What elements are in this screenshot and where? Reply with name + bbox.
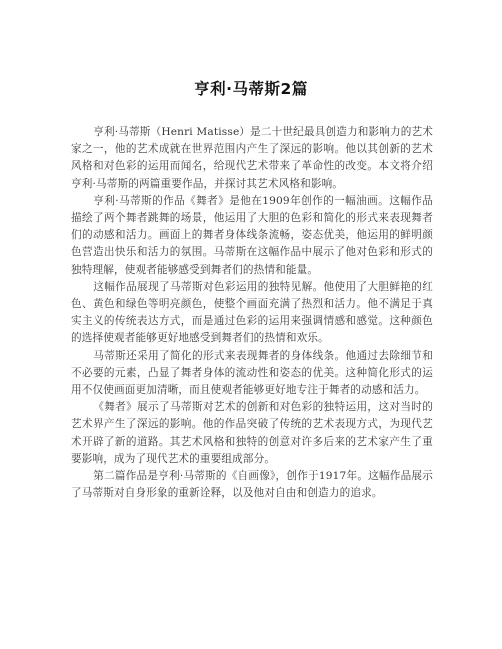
paragraph: 第二篇作品是亨利·马蒂斯的《自画像》，创作于1917年。这幅作品展示了马蒂斯对自身形象的重新诠释，以及他对自由和创造力的追求。 xyxy=(71,470,433,500)
paragraph: 《舞者》展示了马蒂斯对艺术的创新和对色彩的独特运用，这对当时的艺术界产生了深远的影响。他的作品突破了传统的艺术表现方式，为现代艺术开辟了新的道路。其艺术风格和独特的创意对许多后来的艺术家产生了重要影响，成为了现代艺术的重要组成部分。 xyxy=(71,401,433,465)
paragraph: 这幅作品展现了马蒂斯对色彩运用的独特见解。他使用了大胆鲜艳的红色、黄色和绿色等明亮颜色，使整个画面充满了热烈和活力。他不满足于真实主义的传统表达方式，而是通过色彩的运用来强调情感和感觉。这种颜色的选择使观者能够更好地感受到舞者们的热情和欢乐。 xyxy=(71,280,433,345)
document-body xyxy=(71,124,433,502)
paragraph: 马蒂斯还采用了简化的形式来表现舞者的身体线条。他通过去除细节和不必要的元素，凸显了舞者身体的流动性和姿态的优美。这种简化形式的运用不仅使画面更加清晰，而且使观者能够更好地专注于舞者的动感和活力。 xyxy=(71,349,433,397)
paragraph: 亨利·马蒂斯的作品《舞者》是他在1909年创作的一幅油画。这幅作品描绘了两个舞者跳舞的场景，他运用了大胆的色彩和简化的形式来表现舞者们的动感和活力。画面上的舞者身体线条流畅，姿态优美，他运用的鲜明颜色营造出快乐和活力的氛围。马蒂斯在这幅作品中展示了他对色彩和形式的独特理解，使观者能够感受到舞者们的热情和能量。 xyxy=(71,194,433,276)
paragraph: 亨利·马蒂斯（Henri Matisse）是二十世纪最具创造力和影响力的艺术家之一，他的艺术成就在世界范围内产生了深远的影响。他以其创新的艺术风格和对色彩的运用而闻名，给现代艺术带来了革命性的改变。本文将介绍亨利·马蒂斯的两篇重要作品，并探讨其艺术风格和影响。 xyxy=(71,126,433,190)
document-title: 亨利·马蒂斯2篇 xyxy=(194,80,308,98)
